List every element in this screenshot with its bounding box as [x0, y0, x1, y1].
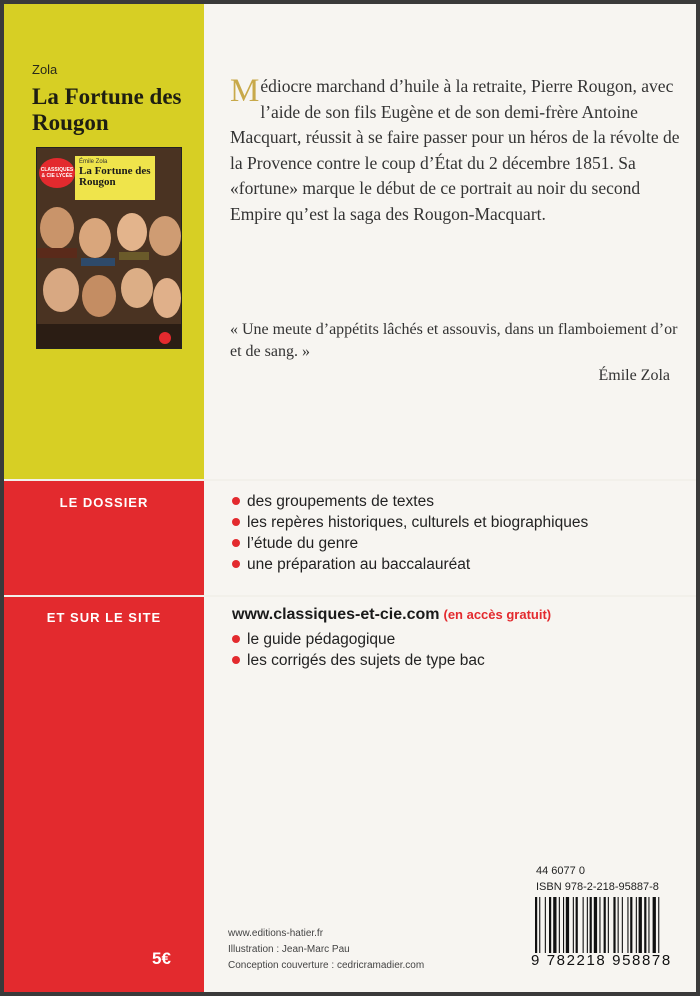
bullet-icon [232, 497, 240, 505]
list-item: des groupements de textes [232, 491, 588, 512]
quote-author: Émile Zola [598, 367, 670, 384]
bullet-icon [232, 635, 240, 643]
bullet-icon [232, 518, 240, 526]
thumbnail-author: Émile Zola [79, 159, 108, 165]
thumbnail-badge: CLASSIQUES & CIE LYCÉE [39, 158, 75, 188]
isbn: ISBN 978-2-218-95887-8 [536, 881, 659, 893]
red-panel [4, 479, 204, 992]
blurb-text [230, 74, 680, 227]
dossier-label: LE DOSSIER [59, 495, 149, 510]
site-list [232, 629, 485, 671]
divider-middle [4, 595, 696, 597]
list-item: le guide pédagogique [232, 629, 485, 650]
list-item: l’étude du genre [232, 533, 588, 554]
dossier-list [232, 491, 588, 575]
cover-author: Zola [32, 62, 58, 77]
illustration-credit: Illustration : Jean-Marc Pau [228, 944, 350, 955]
site-line [232, 606, 551, 624]
design-credit: Conception couverture : cedricramadier.com [228, 960, 425, 971]
list-item: les corrigés des sujets de type bac [232, 650, 485, 671]
divider-top [4, 479, 696, 481]
barcode-digits: 9 782218 958878 [531, 952, 672, 969]
list-item: les repères historiques, culturels et biographiques [232, 512, 588, 533]
blurb-body: édiocre marchand d’huile à la retraite, Pierre Rougon, avec l’aide de son fils Eugène et de son demi-frère Antoine Macquart, réussit à se faire passer pour un héros de la révolte de la Provence contre le coup d’État du 2 décembre 1851. Sa «fortune» marque le début de ce portrait au noir du second Empire qu’est la saga des Rougon-Macquart. [230, 76, 680, 224]
thumbnail-title: La Fortune des Rougon [79, 165, 151, 188]
book-title: La Fortune des Rougon [32, 84, 182, 135]
back-cover [4, 4, 696, 992]
bullet-icon [232, 560, 240, 568]
internal-code: 44 6077 0 [536, 865, 585, 877]
quote-text: « Une meute d’appétits lâchés et assouvis, dans un flamboiement d’or et de sang. » [230, 321, 678, 360]
site-url[interactable]: www.classiques-et-cie.com [232, 606, 440, 623]
bullet-icon [232, 656, 240, 664]
cover-thumbnail [36, 147, 182, 349]
list-item: une préparation au baccalauréat [232, 554, 588, 575]
bullet-icon [232, 539, 240, 547]
publisher-website[interactable]: www.editions-hatier.fr [228, 928, 324, 939]
barcode-icon [533, 897, 691, 953]
drop-cap: M [230, 73, 260, 109]
site-note: (en accès gratuit) [443, 607, 552, 622]
site-label: ET SUR LE SITE [46, 610, 162, 625]
price: 5€ [152, 949, 171, 968]
credits [228, 926, 424, 974]
